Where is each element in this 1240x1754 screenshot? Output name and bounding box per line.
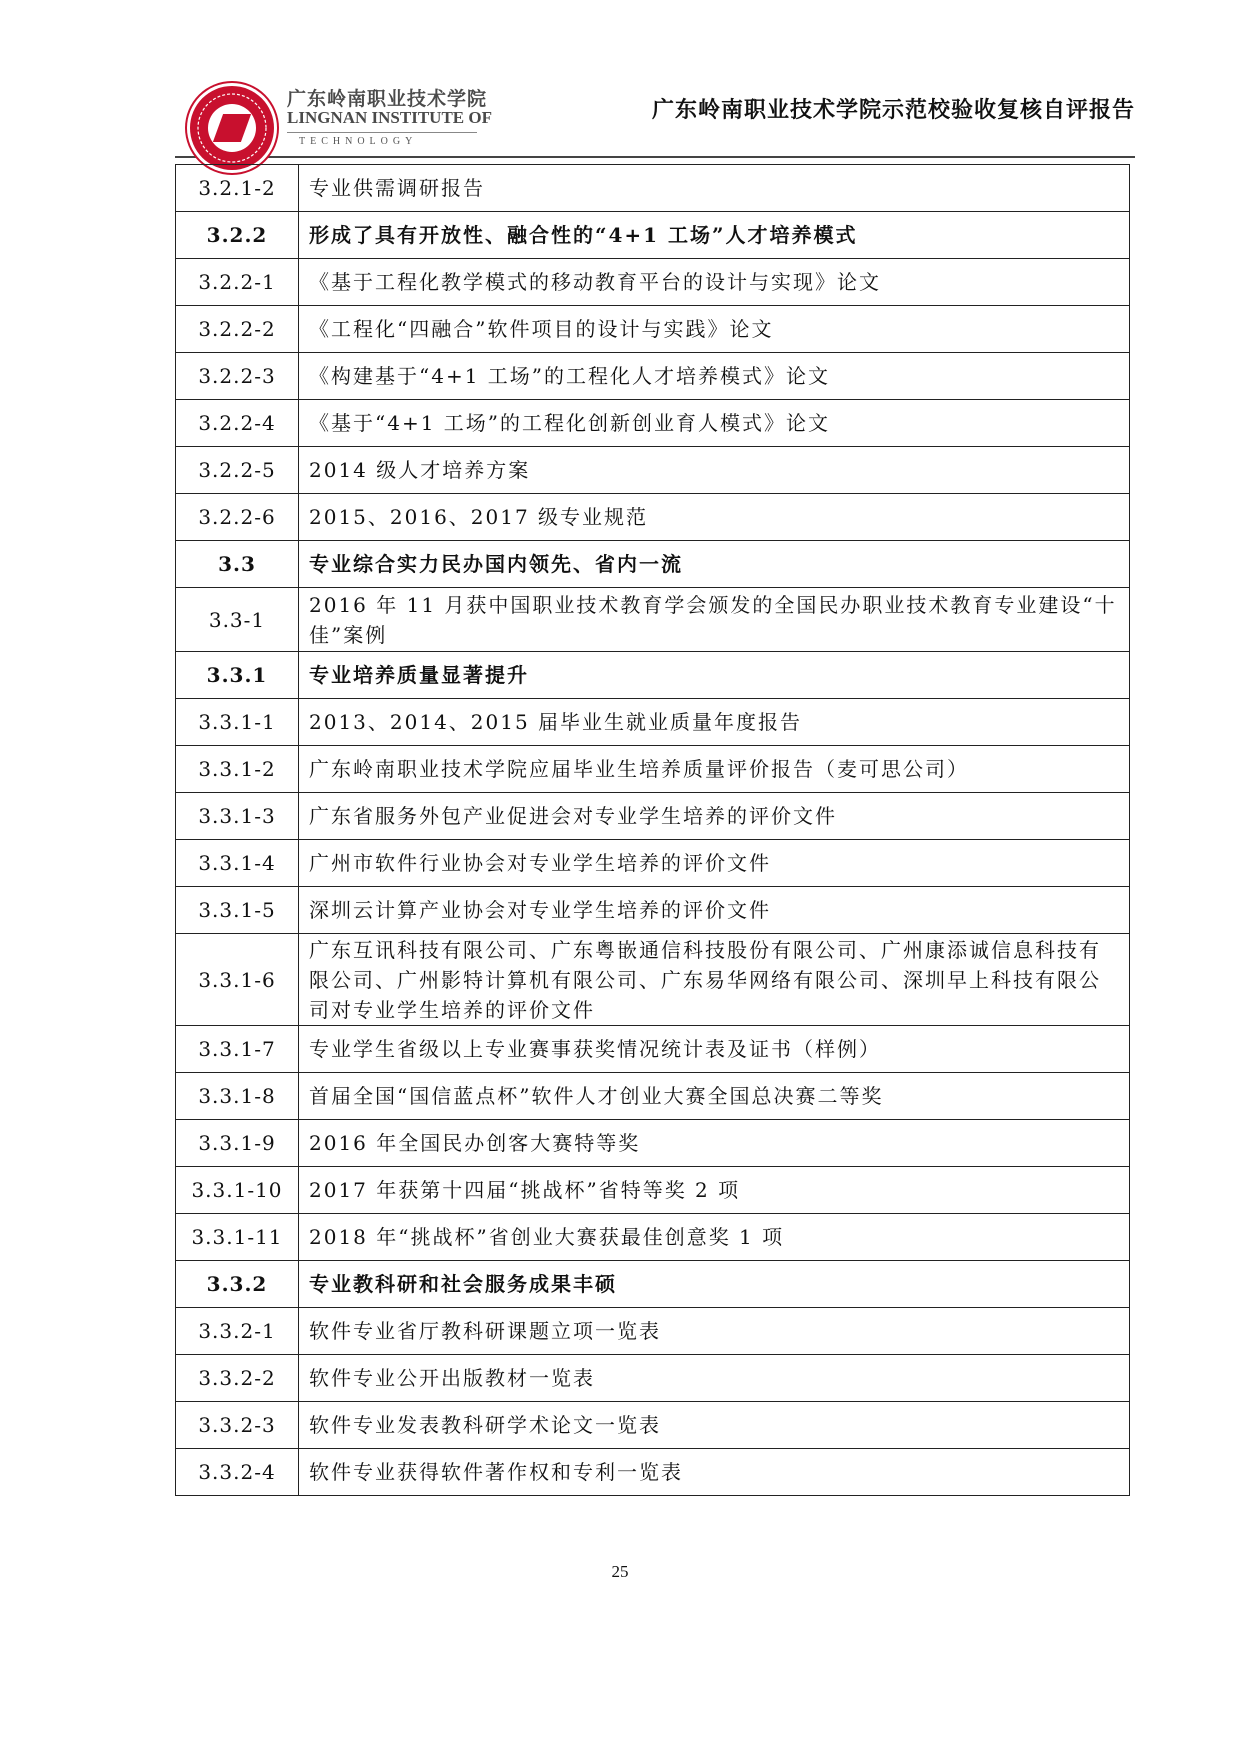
page-header <box>175 64 1135 158</box>
item-code: 3.3.2-3 <box>176 1402 299 1449</box>
table-row <box>176 887 1130 934</box>
item-code: 3.3.1-8 <box>176 1073 299 1120</box>
item-code: 3.3.1-11 <box>176 1214 299 1261</box>
item-code: 3.3.2 <box>176 1261 299 1308</box>
table-row <box>176 1449 1130 1496</box>
item-code: 3.2.2-4 <box>176 400 299 447</box>
table-row <box>176 1214 1130 1261</box>
item-title: 2013、2014、2015 届毕业生就业质量年度报告 <box>299 699 1130 746</box>
item-code: 3.2.2-5 <box>176 447 299 494</box>
item-title: 广东互讯科技有限公司、广东粤嵌通信科技股份有限公司、广州康添诚信息科技有限公司、广州影特计算机有限公司、广东易华网络有限公司、深圳早上科技有限公司对专业学生培养的评价文件 <box>299 934 1130 1026</box>
logo-english-subname: TECHNOLOGY <box>299 136 418 147</box>
item-code: 3.3.1-1 <box>176 699 299 746</box>
item-title: 2016 年全国民办创客大赛特等奖 <box>299 1120 1130 1167</box>
table-row <box>176 840 1130 887</box>
item-title: 《构建基于“4+1 工场”的工程化人才培养模式》论文 <box>299 353 1130 400</box>
item-code: 3.3.2-2 <box>176 1355 299 1402</box>
item-code: 3.3.2-4 <box>176 1449 299 1496</box>
item-code: 3.2.1-2 <box>176 165 299 212</box>
table-row <box>176 1120 1130 1167</box>
section-row <box>176 1261 1130 1308</box>
table-row <box>176 1402 1130 1449</box>
table-row <box>176 165 1130 212</box>
logo-english-name: LINGNAN INSTITUTE OF <box>287 108 492 127</box>
item-title: 《基于工程化教学模式的移动教育平台的设计与实现》论文 <box>299 259 1130 306</box>
logo-divider <box>287 132 477 133</box>
logo-chinese-name: 广东岭南职业技术学院 <box>287 88 488 110</box>
item-code: 3.3.1-2 <box>176 746 299 793</box>
evidence-index-body <box>176 165 1130 1496</box>
item-title: 专业学生省级以上专业赛事获奖情况统计表及证书（样例） <box>299 1026 1130 1073</box>
item-title: 形成了具有开放性、融合性的“4+1 工场”人才培养模式 <box>299 212 1130 259</box>
item-code: 3.3-1 <box>176 588 299 652</box>
section-row <box>176 652 1130 699</box>
item-title: 2017 年获第十四届“挑战杯”省特等奖 2 项 <box>299 1167 1130 1214</box>
item-code: 3.3.1-9 <box>176 1120 299 1167</box>
item-title: 专业培养质量显著提升 <box>299 652 1130 699</box>
item-title: 软件专业发表教科研学术论文一览表 <box>299 1402 1130 1449</box>
item-title: 专业供需调研报告 <box>299 165 1130 212</box>
evidence-index-table <box>175 164 1130 1496</box>
item-title: 广东岭南职业技术学院应届毕业生培养质量评价报告（麦可思公司） <box>299 746 1130 793</box>
item-code: 3.3.1-7 <box>176 1026 299 1073</box>
item-title: 广东省服务外包产业促进会对专业学生培养的评价文件 <box>299 793 1130 840</box>
item-title: 专业综合实力民办国内领先、省内一流 <box>299 541 1130 588</box>
table-row <box>176 1073 1130 1120</box>
item-code: 3.2.2-2 <box>176 306 299 353</box>
item-title: 2018 年“挑战杯”省创业大赛获最佳创意奖 1 项 <box>299 1214 1130 1261</box>
table-row <box>176 353 1130 400</box>
item-code: 3.2.2 <box>176 212 299 259</box>
item-title: 2014 级人才培养方案 <box>299 447 1130 494</box>
item-code: 3.3.1-5 <box>176 887 299 934</box>
table-row <box>176 1355 1130 1402</box>
item-title: 深圳云计算产业协会对专业学生培养的评价文件 <box>299 887 1130 934</box>
item-code: 3.3.1-3 <box>176 793 299 840</box>
table-row <box>176 259 1130 306</box>
item-title: 专业教科研和社会服务成果丰硕 <box>299 1261 1130 1308</box>
section-row <box>176 212 1130 259</box>
item-title: 广州市软件行业协会对专业学生培养的评价文件 <box>299 840 1130 887</box>
page-number: 25 <box>611 1562 629 1581</box>
item-title: 2016 年 11 月获中国职业技术教育学会颁发的全国民办职业技术教育专业建设“十佳”案例 <box>299 588 1130 652</box>
table-row <box>176 1167 1130 1214</box>
item-title: 首届全国“国信蓝点杯”软件人才创业大赛全国总决赛二等奖 <box>299 1073 1130 1120</box>
item-title: 软件专业省厅教科研课题立项一览表 <box>299 1308 1130 1355</box>
section-row <box>176 541 1130 588</box>
item-title: 《工程化“四融合”软件项目的设计与实践》论文 <box>299 306 1130 353</box>
table-row <box>176 400 1130 447</box>
table-row <box>176 934 1130 1026</box>
table-row <box>176 306 1130 353</box>
item-code: 3.2.2-6 <box>176 494 299 541</box>
table-row <box>176 793 1130 840</box>
school-logo-seal <box>190 86 274 170</box>
document-title: 广东岭南职业技术学院示范校验收复核自评报告 <box>651 98 1135 123</box>
item-code: 3.2.2-3 <box>176 353 299 400</box>
item-code: 3.2.2-1 <box>176 259 299 306</box>
table-row <box>176 494 1130 541</box>
item-code: 3.3.1-4 <box>176 840 299 887</box>
item-title: 《基于“4+1 工场”的工程化创新创业育人模式》论文 <box>299 400 1130 447</box>
item-code: 3.3.1 <box>176 652 299 699</box>
table-row <box>176 447 1130 494</box>
table-row <box>176 1026 1130 1073</box>
item-code: 3.3.1-6 <box>176 934 299 1026</box>
item-code: 3.3 <box>176 541 299 588</box>
item-title: 软件专业获得软件著作权和专利一览表 <box>299 1449 1130 1496</box>
table-row <box>176 588 1130 652</box>
item-code: 3.3.1-10 <box>176 1167 299 1214</box>
item-title: 2015、2016、2017 级专业规范 <box>299 494 1130 541</box>
table-row <box>176 746 1130 793</box>
table-row <box>176 699 1130 746</box>
item-code: 3.3.2-1 <box>176 1308 299 1355</box>
item-title: 软件专业公开出版教材一览表 <box>299 1355 1130 1402</box>
table-row <box>176 1308 1130 1355</box>
